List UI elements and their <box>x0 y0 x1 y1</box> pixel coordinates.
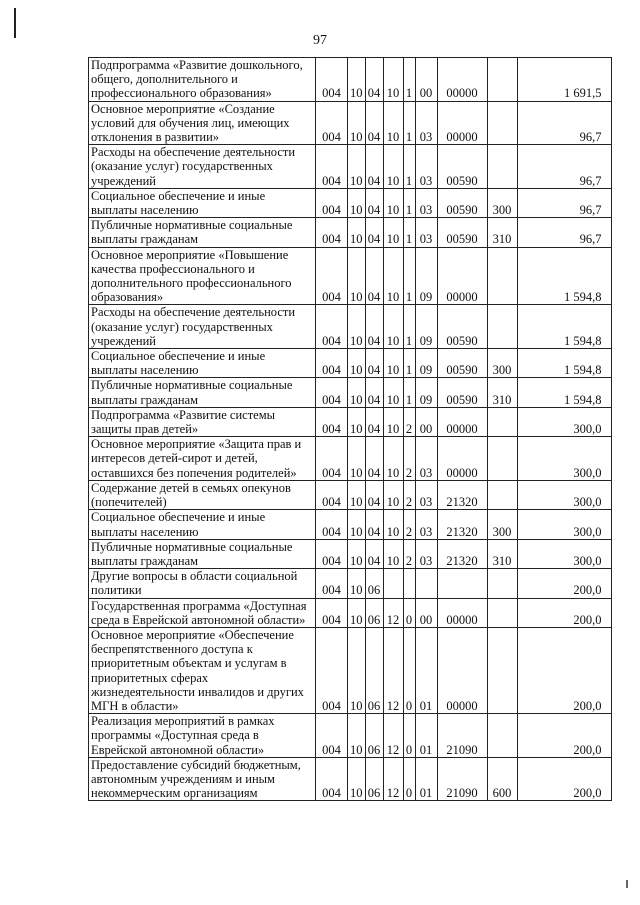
amount: 300,0 <box>517 539 611 568</box>
direction-code: 00000 <box>437 437 487 481</box>
expense-type-code: 600 <box>487 757 517 801</box>
activity-code: 09 <box>415 247 437 305</box>
ministry-code: 004 <box>316 437 348 481</box>
subprogram-code: 0 <box>403 627 415 713</box>
subsection-code: 04 <box>365 349 383 378</box>
item-name: Публичные нормативные социальные выплаты гражданам <box>89 378 316 407</box>
direction-code: 21090 <box>437 714 487 758</box>
subprogram-code: 1 <box>403 349 415 378</box>
direction-code: 21320 <box>437 510 487 539</box>
item-name: Основное мероприятие «Защита прав и интересов детей-сирот и детей, оставшихся без попечения родителей» <box>89 437 316 481</box>
table-row <box>89 349 612 378</box>
table-row <box>89 247 612 305</box>
item-name: Социальное обеспечение и иные выплаты населению <box>89 188 316 217</box>
expense-type-code: 300 <box>487 188 517 217</box>
subprogram-code: 1 <box>403 101 415 145</box>
table-row <box>89 188 612 217</box>
subsection-code: 06 <box>365 757 383 801</box>
section-code: 10 <box>348 437 366 481</box>
table-row <box>89 58 612 102</box>
activity-code: 03 <box>415 145 437 189</box>
page-number: 97 <box>313 33 327 48</box>
ministry-code: 004 <box>316 407 348 436</box>
ministry-code: 004 <box>316 598 348 627</box>
ministry-code: 004 <box>316 757 348 801</box>
table-row <box>89 510 612 539</box>
program-code: 10 <box>383 539 403 568</box>
activity-code: 01 <box>415 757 437 801</box>
amount: 1 594,8 <box>517 247 611 305</box>
activity-code: 00 <box>415 598 437 627</box>
amount: 1 594,8 <box>517 378 611 407</box>
item-name: Расходы на обеспечение деятельности (оказание услуг) государственных учреждений <box>89 305 316 349</box>
table-row <box>89 480 612 509</box>
subsection-code: 04 <box>365 247 383 305</box>
expense-type-code <box>487 145 517 189</box>
section-code: 10 <box>348 188 366 217</box>
section-code: 10 <box>348 305 366 349</box>
item-name: Предоставление субсидий бюджетным, автономным учреждениям и иным некоммерческим организациям <box>89 757 316 801</box>
subprogram-code: 0 <box>403 714 415 758</box>
section-code: 10 <box>348 58 366 102</box>
amount: 96,7 <box>517 145 611 189</box>
ministry-code: 004 <box>316 101 348 145</box>
amount: 1 594,8 <box>517 349 611 378</box>
program-code: 10 <box>383 378 403 407</box>
table-row <box>89 757 612 801</box>
amount: 96,7 <box>517 101 611 145</box>
activity-code: 01 <box>415 627 437 713</box>
direction-code: 00590 <box>437 218 487 247</box>
subsection-code: 04 <box>365 407 383 436</box>
direction-code: 00590 <box>437 349 487 378</box>
subsection-code: 04 <box>365 188 383 217</box>
subsection-code: 06 <box>365 598 383 627</box>
item-name: Другие вопросы в области социальной политики <box>89 569 316 598</box>
amount: 200,0 <box>517 569 611 598</box>
item-name: Социальное обеспечение и иные выплаты населению <box>89 510 316 539</box>
table-body <box>89 58 612 801</box>
subsection-code: 04 <box>365 58 383 102</box>
table-row <box>89 598 612 627</box>
ministry-code: 004 <box>316 627 348 713</box>
expense-type-code <box>487 305 517 349</box>
ministry-code: 004 <box>316 714 348 758</box>
ministry-code: 004 <box>316 145 348 189</box>
expense-type-code <box>487 101 517 145</box>
program-code: 10 <box>383 188 403 217</box>
table-row <box>89 305 612 349</box>
subprogram-code: 1 <box>403 145 415 189</box>
amount: 200,0 <box>517 598 611 627</box>
subsection-code: 04 <box>365 305 383 349</box>
section-code: 10 <box>348 569 366 598</box>
program-code: 10 <box>383 218 403 247</box>
ministry-code: 004 <box>316 480 348 509</box>
table-row <box>89 145 612 189</box>
activity-code <box>415 569 437 598</box>
direction-code: 00590 <box>437 145 487 189</box>
subsection-code: 04 <box>365 145 383 189</box>
subprogram-code: 2 <box>403 539 415 568</box>
section-code: 10 <box>348 247 366 305</box>
subprogram-code <box>403 569 415 598</box>
table-row <box>89 378 612 407</box>
table-row <box>89 569 612 598</box>
direction-code: 00000 <box>437 58 487 102</box>
ministry-code: 004 <box>316 188 348 217</box>
item-name: Социальное обеспечение и иные выплаты населению <box>89 349 316 378</box>
subsection-code: 04 <box>365 218 383 247</box>
program-code: 10 <box>383 145 403 189</box>
amount: 1 594,8 <box>517 305 611 349</box>
amount: 300,0 <box>517 407 611 436</box>
expense-type-code: 310 <box>487 218 517 247</box>
program-code: 12 <box>383 757 403 801</box>
section-code: 10 <box>348 480 366 509</box>
subprogram-code: 0 <box>403 757 415 801</box>
program-code: 12 <box>383 598 403 627</box>
item-name: Основное мероприятие «Создание условий для обучения лиц, имеющих отклонения в развитии» <box>89 101 316 145</box>
activity-code: 09 <box>415 349 437 378</box>
expense-type-code <box>487 58 517 102</box>
subsection-code: 04 <box>365 378 383 407</box>
program-code: 12 <box>383 714 403 758</box>
subsection-code: 06 <box>365 627 383 713</box>
table-row <box>89 407 612 436</box>
program-code: 10 <box>383 101 403 145</box>
expense-type-code <box>487 627 517 713</box>
section-code: 10 <box>348 714 366 758</box>
subsection-code: 06 <box>365 569 383 598</box>
direction-code: 00000 <box>437 598 487 627</box>
ministry-code: 004 <box>316 58 348 102</box>
activity-code: 03 <box>415 437 437 481</box>
ministry-code: 004 <box>316 510 348 539</box>
program-code: 10 <box>383 58 403 102</box>
ministry-code: 004 <box>316 569 348 598</box>
item-name: Расходы на обеспечение деятельности (оказание услуг) государственных учреждений <box>89 145 316 189</box>
table-row <box>89 218 612 247</box>
subprogram-code: 1 <box>403 188 415 217</box>
subsection-code: 04 <box>365 101 383 145</box>
amount: 300,0 <box>517 510 611 539</box>
subprogram-code: 1 <box>403 218 415 247</box>
expense-type-code <box>487 437 517 481</box>
direction-code: 00000 <box>437 407 487 436</box>
program-code: 10 <box>383 305 403 349</box>
ministry-code: 004 <box>316 218 348 247</box>
activity-code: 03 <box>415 480 437 509</box>
direction-code: 00000 <box>437 101 487 145</box>
subprogram-code: 2 <box>403 480 415 509</box>
table-row <box>89 539 612 568</box>
program-code <box>383 569 403 598</box>
item-name: Реализация мероприятий в рамках программы «Доступная среда в Еврейской автономной области» <box>89 714 316 758</box>
item-name: Государственная программа «Доступная среда в Еврейской автономной области» <box>89 598 316 627</box>
subsection-code: 04 <box>365 480 383 509</box>
direction-code: 00590 <box>437 188 487 217</box>
direction-code: 21320 <box>437 539 487 568</box>
expense-type-code <box>487 598 517 627</box>
amount: 200,0 <box>517 714 611 758</box>
section-code: 10 <box>348 407 366 436</box>
subprogram-code: 1 <box>403 58 415 102</box>
item-name: Основное мероприятие «Обеспечение беспрепятственного доступа к приоритетным объектам и услугам в приоритетных сферах жизнедеятельности инвалидов и других МГН в области» <box>89 627 316 713</box>
item-name: Подпрограмма «Развитие дошкольного, общего, дополнительного и профессионального образования» <box>89 58 316 102</box>
section-code: 10 <box>348 349 366 378</box>
program-code: 10 <box>383 407 403 436</box>
ministry-code: 004 <box>316 247 348 305</box>
activity-code: 03 <box>415 101 437 145</box>
section-code: 10 <box>348 598 366 627</box>
item-name: Публичные нормативные социальные выплаты гражданам <box>89 218 316 247</box>
activity-code: 03 <box>415 539 437 568</box>
expense-type-code: 300 <box>487 349 517 378</box>
table-row <box>89 437 612 481</box>
amount: 300,0 <box>517 437 611 481</box>
budget-table <box>88 57 612 801</box>
subsection-code: 04 <box>365 539 383 568</box>
section-code: 10 <box>348 101 366 145</box>
program-code: 10 <box>383 510 403 539</box>
ministry-code: 004 <box>316 349 348 378</box>
activity-code: 03 <box>415 510 437 539</box>
amount: 1 691,5 <box>517 58 611 102</box>
program-code: 12 <box>383 627 403 713</box>
activity-code: 00 <box>415 58 437 102</box>
expense-type-code: 310 <box>487 378 517 407</box>
expense-type-code <box>487 247 517 305</box>
subprogram-code: 1 <box>403 247 415 305</box>
activity-code: 09 <box>415 305 437 349</box>
subsection-code: 04 <box>365 510 383 539</box>
activity-code: 03 <box>415 188 437 217</box>
ministry-code: 004 <box>316 378 348 407</box>
direction-code: 00590 <box>437 378 487 407</box>
item-name: Публичные нормативные социальные выплаты гражданам <box>89 539 316 568</box>
direction-code: 00000 <box>437 627 487 713</box>
subprogram-code: 2 <box>403 510 415 539</box>
amount: 200,0 <box>517 757 611 801</box>
expense-type-code <box>487 569 517 598</box>
subsection-code: 04 <box>365 437 383 481</box>
table-row <box>89 627 612 713</box>
section-code: 10 <box>348 627 366 713</box>
activity-code: 03 <box>415 218 437 247</box>
item-name: Подпрограмма «Развитие системы защиты прав детей» <box>89 407 316 436</box>
item-name: Содержание детей в семьях опекунов (попечителей) <box>89 480 316 509</box>
edge-mark <box>626 880 628 888</box>
direction-code: 21320 <box>437 480 487 509</box>
ministry-code: 004 <box>316 539 348 568</box>
subsection-code: 06 <box>365 714 383 758</box>
subprogram-code: 2 <box>403 437 415 481</box>
activity-code: 00 <box>415 407 437 436</box>
direction-code <box>437 569 487 598</box>
expense-type-code: 300 <box>487 510 517 539</box>
item-name: Основное мероприятие «Повышение качества профессионального и дополнительного профессионального образования» <box>89 247 316 305</box>
section-code: 10 <box>348 510 366 539</box>
amount: 200,0 <box>517 627 611 713</box>
subprogram-code: 0 <box>403 598 415 627</box>
table-row <box>89 101 612 145</box>
subprogram-code: 1 <box>403 378 415 407</box>
amount: 96,7 <box>517 188 611 217</box>
section-code: 10 <box>348 539 366 568</box>
program-code: 10 <box>383 480 403 509</box>
table-row <box>89 714 612 758</box>
section-code: 10 <box>348 378 366 407</box>
direction-code: 21090 <box>437 757 487 801</box>
expense-type-code <box>487 714 517 758</box>
expense-type-code <box>487 407 517 436</box>
expense-type-code: 310 <box>487 539 517 568</box>
section-code: 10 <box>348 218 366 247</box>
direction-code: 00000 <box>437 247 487 305</box>
subprogram-code: 1 <box>403 305 415 349</box>
program-code: 10 <box>383 349 403 378</box>
program-code: 10 <box>383 247 403 305</box>
amount: 300,0 <box>517 480 611 509</box>
activity-code: 01 <box>415 714 437 758</box>
section-code: 10 <box>348 145 366 189</box>
amount: 96,7 <box>517 218 611 247</box>
section-code: 10 <box>348 757 366 801</box>
ministry-code: 004 <box>316 305 348 349</box>
direction-code: 00590 <box>437 305 487 349</box>
program-code: 10 <box>383 437 403 481</box>
subprogram-code: 2 <box>403 407 415 436</box>
expense-type-code <box>487 480 517 509</box>
activity-code: 09 <box>415 378 437 407</box>
